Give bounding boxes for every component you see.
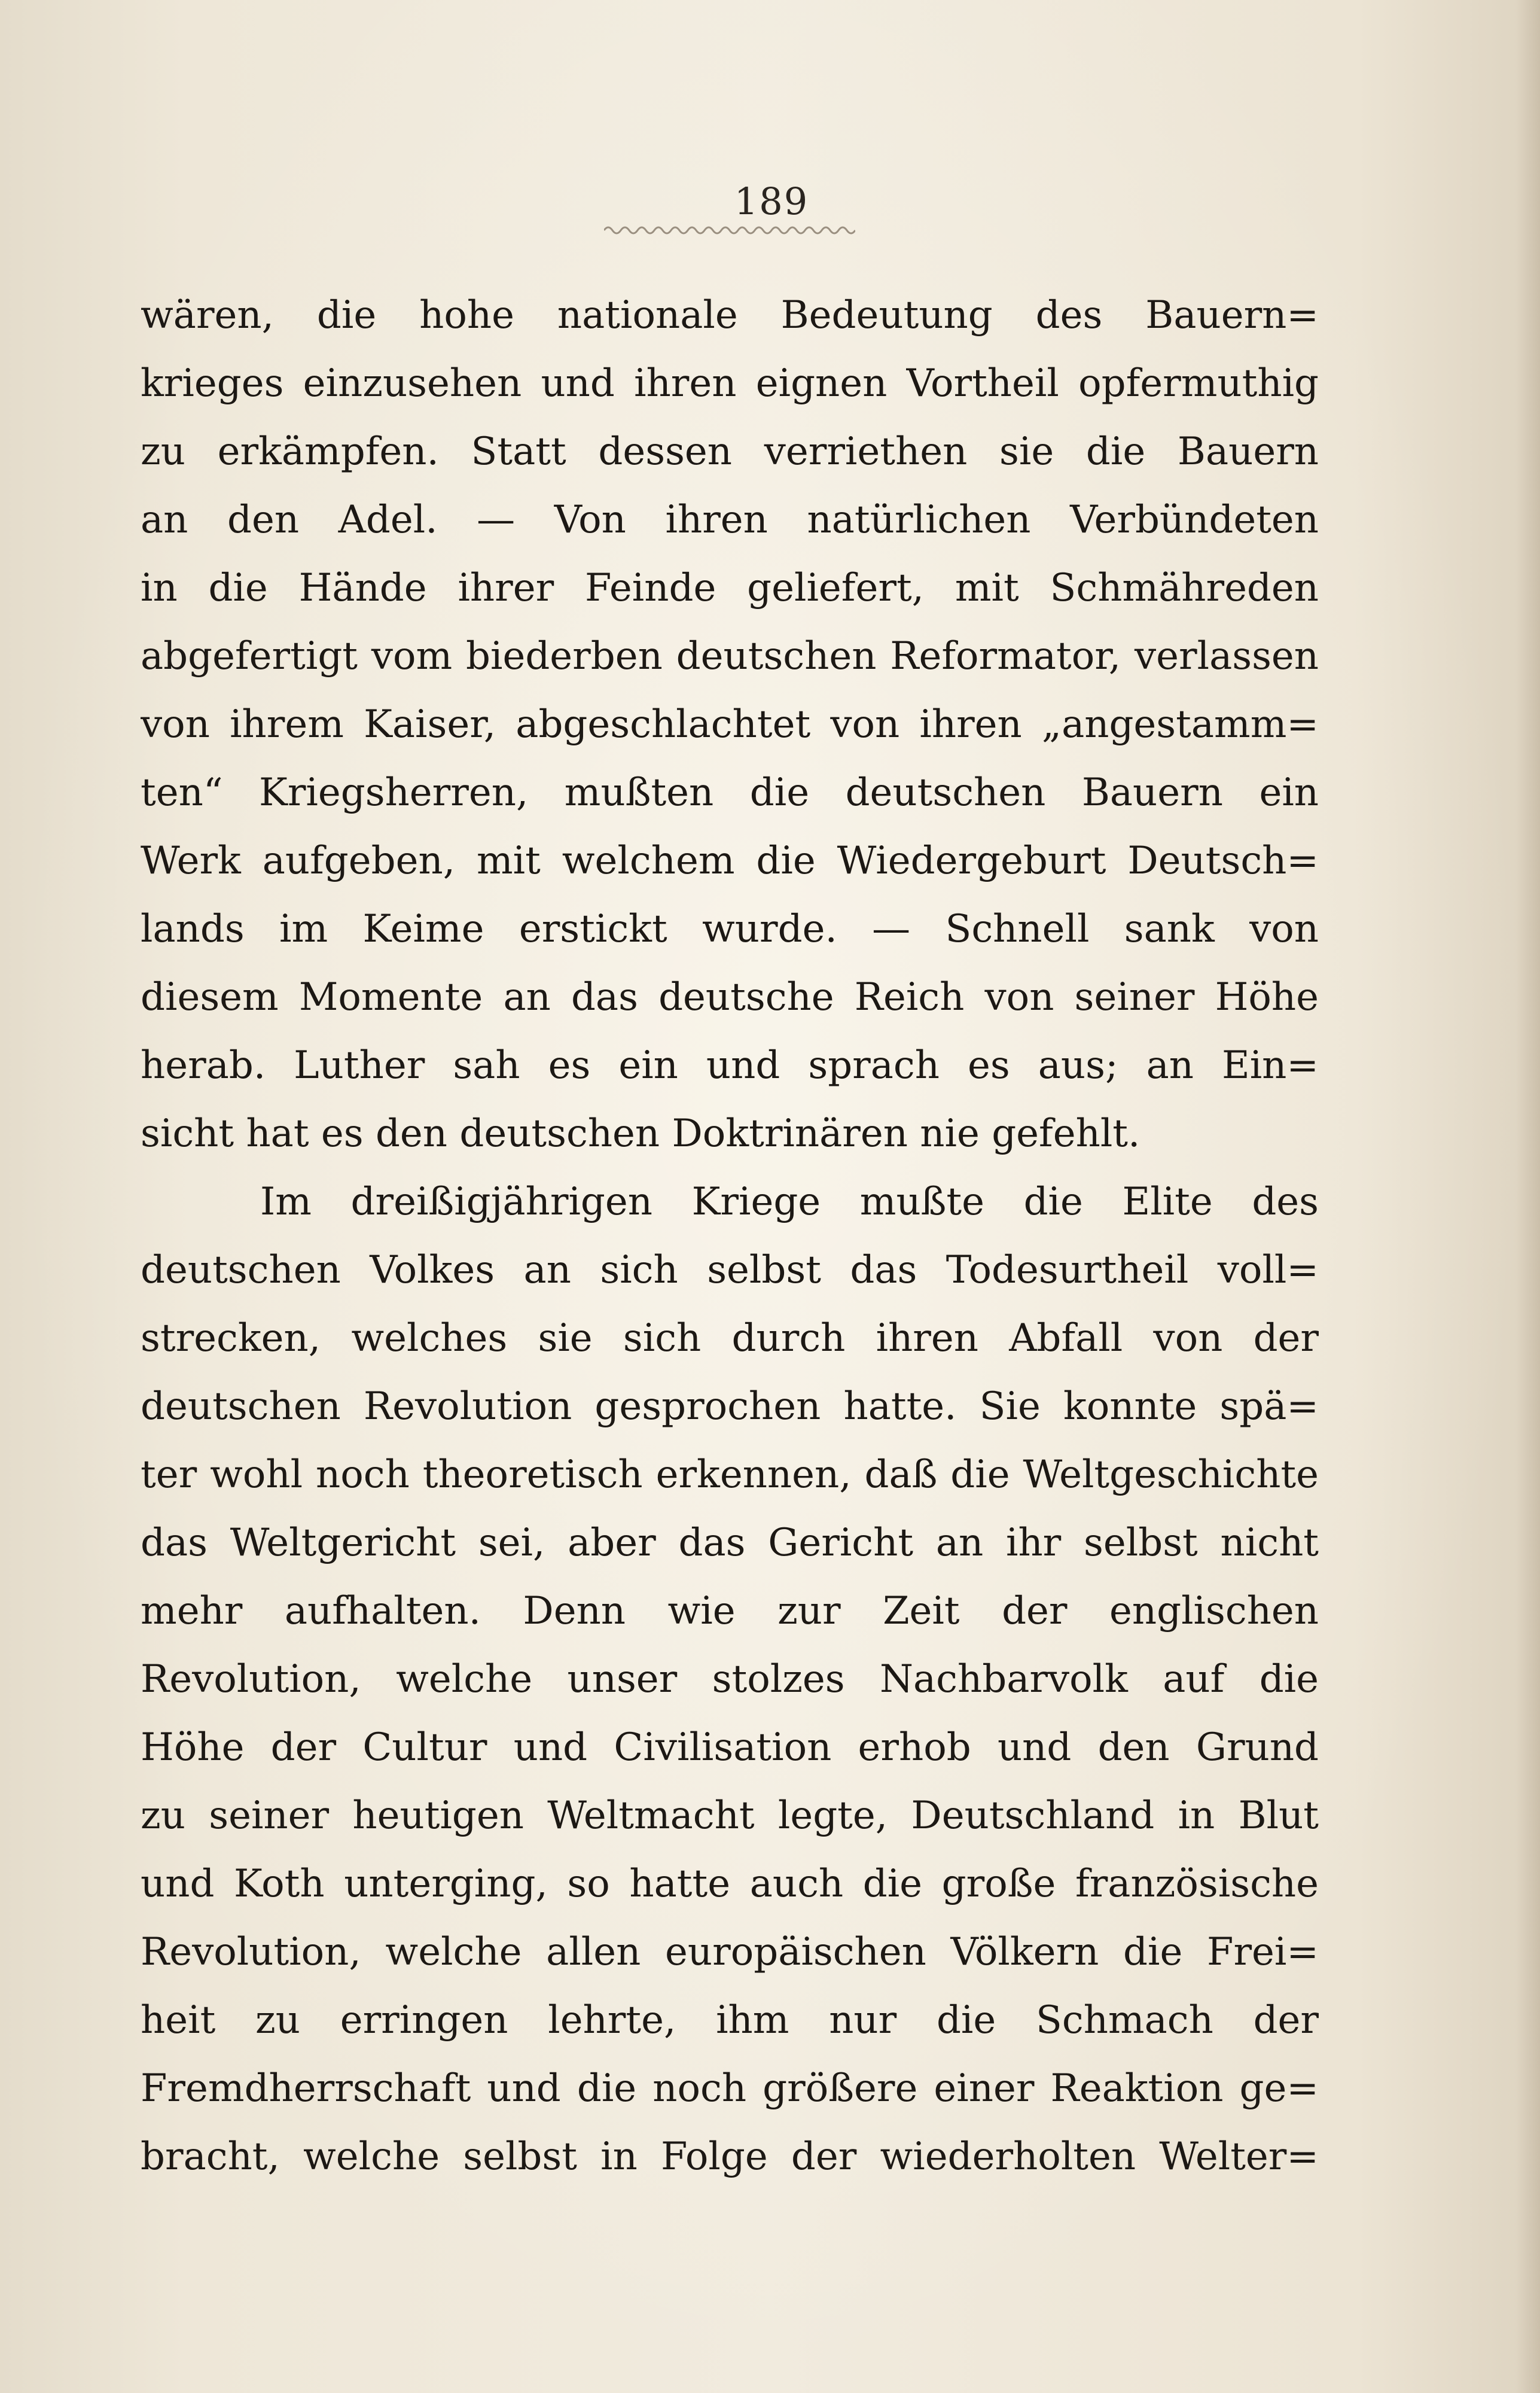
text-line: Im dreißigjährigen Kriege mußte die Elite des bbox=[260, 1180, 1319, 1224]
text-line: bracht, welche selbst in Folge der wiederholten Welter= bbox=[141, 2135, 1319, 2179]
text-line: ten“ Kriegsherren, mußten die deutschen Bauern ein bbox=[141, 771, 1319, 815]
text-line: Revolution, welche unser stolzes Nachbarvolk auf die bbox=[141, 1657, 1319, 1701]
wavy-line-ornament-icon bbox=[604, 223, 855, 238]
text-line: Revolution, welche allen europäischen Völkern die Frei= bbox=[141, 1930, 1319, 1974]
text-line: herab. Luther sah es ein und sprach es aus; an Ein= bbox=[141, 1043, 1319, 1088]
text-line: diesem Momente an das deutsche Reich von seiner Höhe bbox=[141, 975, 1319, 1019]
text-line: wären, die hohe nationale Bedeutung des Bauern= bbox=[141, 293, 1319, 337]
text-line: Höhe der Cultur und Civilisation erhob und den Grund bbox=[141, 1725, 1319, 1770]
text-line: krieges einzusehen und ihren eignen Vortheil opfermuthig bbox=[141, 361, 1319, 406]
paragraph bbox=[141, 1168, 1319, 2191]
text-line: deutschen Volkes an sich selbst das Todesurtheil voll= bbox=[141, 1248, 1319, 1292]
text-line: und Koth unterging, so hatte auch die große französische bbox=[141, 1862, 1319, 1906]
body-text bbox=[141, 281, 1319, 2191]
text-line: heit zu erringen lehrte, ihm nur die Schmach der bbox=[141, 1998, 1319, 2042]
text-line: das Weltgericht sei, aber das Gericht an ihr selbst nicht bbox=[141, 1521, 1319, 1565]
page-number: 189 bbox=[734, 179, 809, 223]
text-line: an den Adel. — Von ihren natürlichen Verbündeten bbox=[141, 498, 1319, 542]
text-line: sicht hat es den deutschen Doktrinären nie gefehlt. bbox=[141, 1112, 1140, 1156]
text-line: Fremdherrschaft und die noch größere einer Reaktion ge= bbox=[141, 2066, 1319, 2111]
paragraph bbox=[141, 281, 1319, 1168]
text-line: mehr aufhalten. Denn wie zur Zeit der englischen bbox=[141, 1589, 1319, 1633]
text-line: strecken, welches sie sich durch ihren Abfall von der bbox=[141, 1316, 1319, 1360]
text-line: lands im Keime erstickt wurde. — Schnell sank von bbox=[141, 907, 1319, 951]
text-line: abgefertigt vom biederben deutschen Reformator, verlassen bbox=[141, 634, 1319, 678]
page-edge-shadow bbox=[1516, 0, 1540, 2393]
text-line: in die Hände ihrer Feinde geliefert, mit Schmähreden bbox=[141, 566, 1319, 610]
text-line: von ihrem Kaiser, abgeschlachtet von ihren „angestamm= bbox=[141, 702, 1319, 747]
text-line: Werk aufgeben, mit welchem die Wiedergeburt Deutsch= bbox=[141, 839, 1319, 883]
text-line: zu erkämpfen. Statt dessen verriethen sie die Bauern bbox=[141, 430, 1319, 474]
text-line: deutschen Revolution gesprochen hatte. Sie konnte spä= bbox=[141, 1384, 1319, 1429]
text-line: ter wohl noch theoretisch erkennen, daß die Weltgeschichte bbox=[141, 1453, 1319, 1497]
text-line: zu seiner heutigen Weltmacht legte, Deutschland in Blut bbox=[141, 1794, 1319, 1838]
